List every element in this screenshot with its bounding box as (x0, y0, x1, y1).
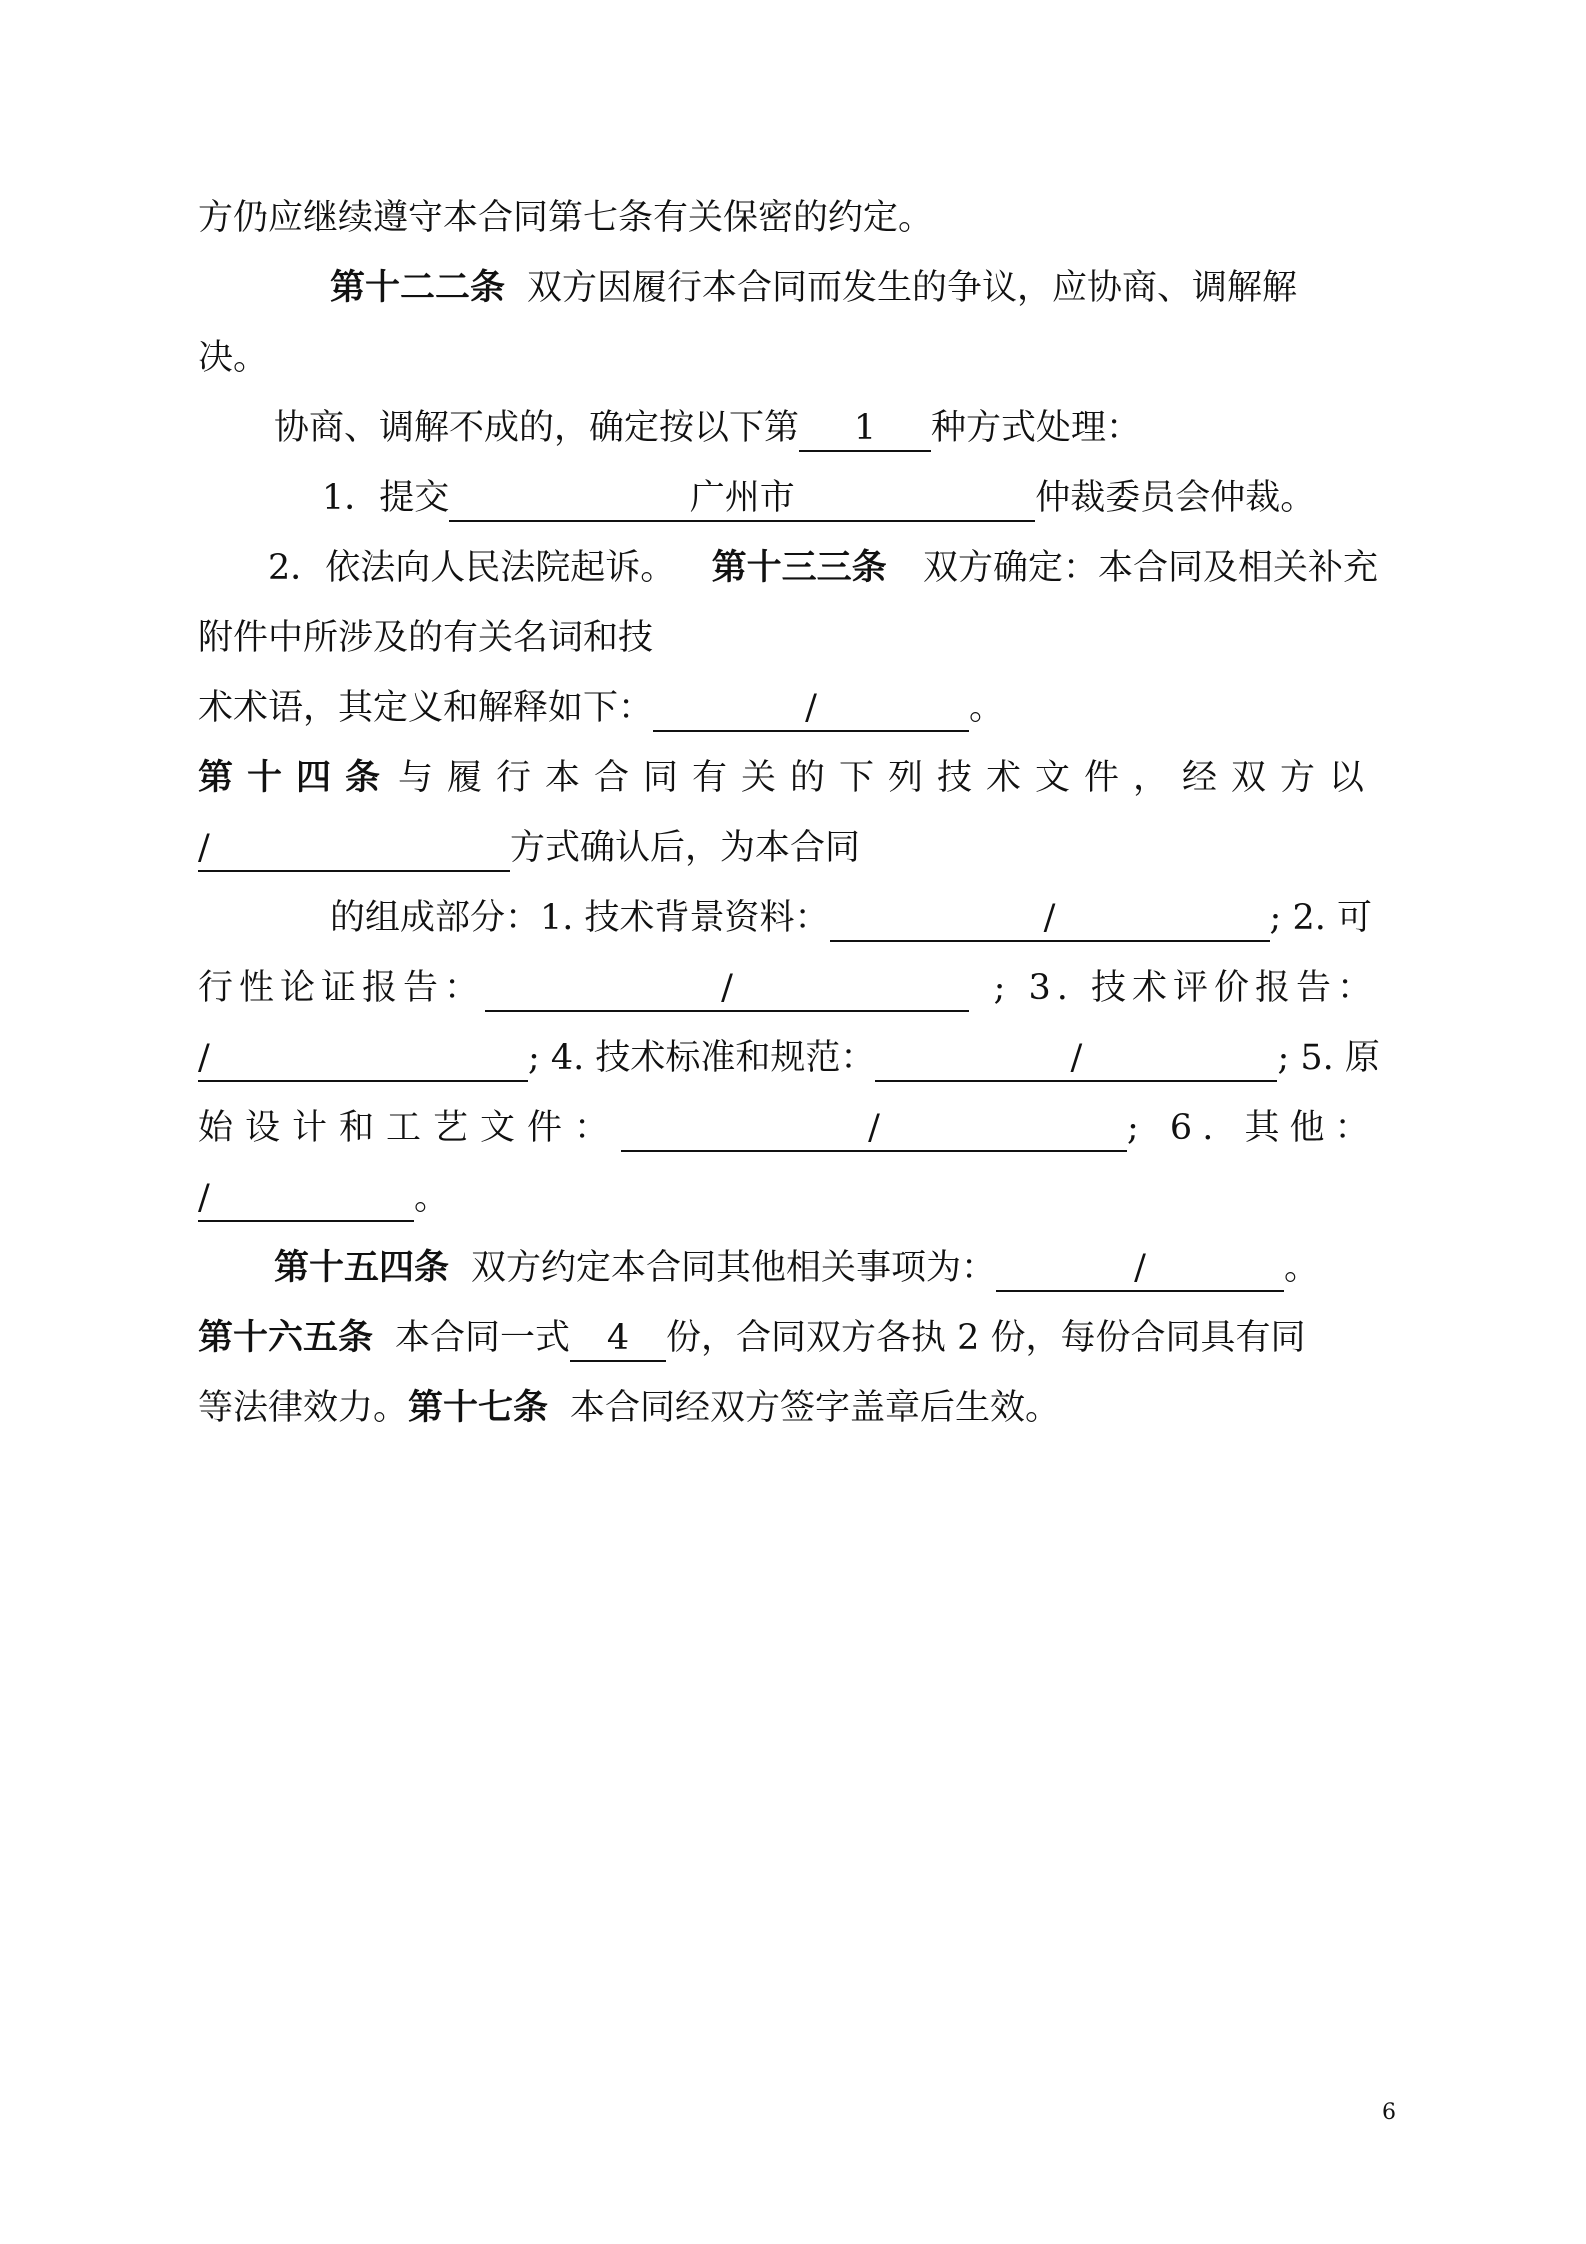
article-17-heading: 第十七条 (408, 1388, 549, 1428)
doc-2-label: ; 2. 可 (1269, 898, 1372, 938)
article-14-method (198, 820, 1378, 876)
design-documents-field: / (621, 1106, 1127, 1152)
article-12-text: 双方因履行本合同而发生的争议，应协商、调解解 (527, 268, 1298, 308)
article-14-text: 与履行本合同有关的下列技术文件，经双方以 (397, 758, 1378, 798)
article-15-heading: 第十五四条 (274, 1248, 450, 1288)
article-15-text: 双方约定本合同其他相关事项为： (471, 1248, 997, 1288)
article-14 (198, 750, 1378, 806)
option-1-line (198, 470, 1378, 526)
article-14-docs-line-5 (198, 1170, 1378, 1226)
article-16-cont: 等法律效力。 (198, 1388, 409, 1428)
mediation-line (198, 400, 1378, 456)
article-13-text: 双方确定：本合同及相关补充 (922, 548, 1378, 588)
article-17-text: 本合同经双方签字盖章后生效。 (570, 1388, 1061, 1428)
doc-2-cont: 行性论证报告： (198, 968, 486, 1008)
article-13-cont-text: 附件中所涉及的有关名词和技 (198, 618, 654, 658)
mediation-after: 种方式处理： (931, 408, 1142, 448)
article-12 (198, 260, 1378, 316)
doc-5-label: ; 5. 原 (1277, 1038, 1380, 1078)
definitions-field: / (653, 686, 969, 732)
doc-3-label: ; 3. 技术评价报告： (993, 968, 1378, 1008)
technical-evaluation-field: / (198, 1036, 528, 1082)
article-16-17 (198, 1380, 1378, 1436)
confirmation-method-field: / (198, 826, 510, 872)
article-16-before: 本合同一式 (395, 1318, 571, 1358)
article-14-docs-line-2 (198, 960, 1378, 1016)
option-1-before: 1．提交 (322, 478, 450, 518)
technical-background-field: / (830, 896, 1270, 942)
article-15-end: 。 (1284, 1248, 1320, 1288)
doc-6-label: ; 6. 其他： (1127, 1108, 1380, 1148)
feasibility-report-field: / (485, 966, 969, 1012)
docs-before: 的组成部分： (330, 898, 541, 938)
doc-5-cont: 始设计和工艺文件： (198, 1108, 622, 1148)
copies-field: 4 (570, 1316, 666, 1362)
article-15 (198, 1240, 1378, 1296)
other-documents-field: / (198, 1176, 414, 1222)
article-16 (198, 1310, 1378, 1366)
paragraph-line (198, 190, 1378, 246)
definitions-after: 。 (969, 688, 1005, 728)
article-14-docs-line-4 (198, 1100, 1378, 1156)
option-2-text: 2．依法向人民法院起诉。 (268, 548, 676, 588)
article-13-heading: 第十三三条 (711, 548, 887, 588)
arbitration-city-field: 广州市 (449, 476, 1035, 522)
definitions-before: 术术语，其定义和解释如下： (198, 688, 654, 728)
doc-6-end: 。 (414, 1178, 450, 1218)
continuation-text: 方仍应继续遵守本合同第七条有关保密的约定。 (198, 198, 934, 238)
doc-1-label: 1. 技术背景资料： (540, 898, 830, 938)
article-12-cont-text: 决。 (198, 338, 269, 378)
article-14-heading: 第十四条 (198, 758, 395, 798)
doc-4-label: ; 4. 技术标准和规范： (528, 1038, 876, 1078)
article-13-definitions (198, 680, 1378, 736)
technical-standards-field: / (875, 1036, 1277, 1082)
article-12-heading: 第十二二条 (330, 268, 506, 308)
article-14-docs-line-3 (198, 1030, 1378, 1086)
option-2-line (198, 540, 1378, 596)
option-1-after: 仲裁委员会仲裁。 (1035, 478, 1316, 518)
mediation-before: 协商、调解不成的，确定按以下第 (274, 408, 800, 448)
method-after: 方式确认后，为本合同 (510, 828, 861, 868)
article-12-continuation (198, 330, 1378, 386)
article-14-docs-line-1 (198, 890, 1378, 946)
page-number: 6 (1382, 2100, 1396, 2125)
article-13-continuation (198, 610, 1378, 666)
other-matters-field: / (996, 1246, 1284, 1292)
article-16-heading: 第十六五条 (198, 1318, 374, 1358)
method-number-field: 1 (799, 406, 931, 452)
article-16-after: 份，合同双方各执 2 份，每份合同具有同 (666, 1318, 1306, 1358)
